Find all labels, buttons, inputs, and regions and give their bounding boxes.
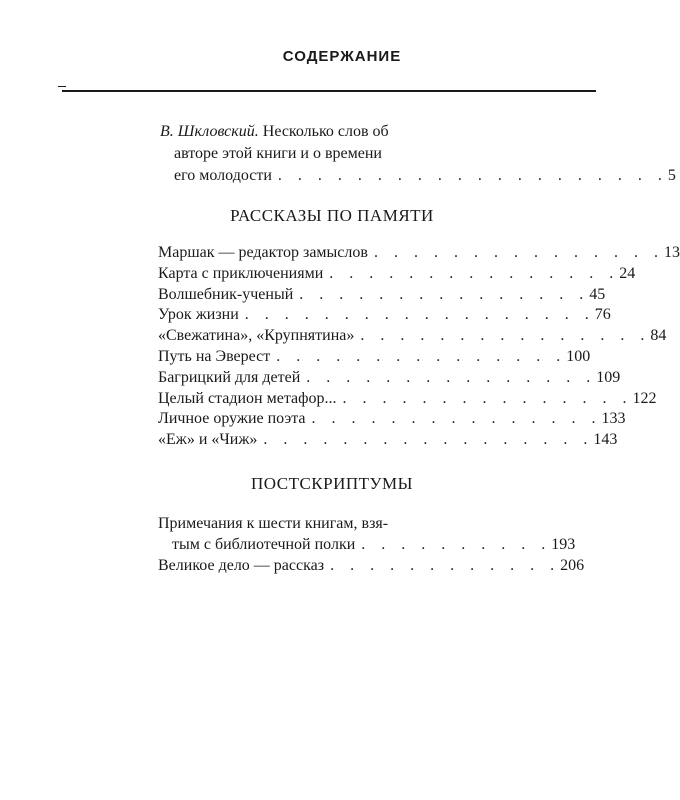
leader-dots: . . . . . . . . . . . . . . . bbox=[342, 389, 633, 407]
toc-entry-title: тым с библиотечной полки bbox=[172, 535, 356, 553]
toc-entry[interactable] bbox=[158, 430, 618, 451]
toc-stories bbox=[158, 243, 680, 451]
toc-entry[interactable] bbox=[158, 409, 626, 430]
section-title-postscripts: ПОСТСКРИПТУМЫ bbox=[250, 474, 414, 493]
toc-entry-title: «Еж» и «Чиж» bbox=[158, 431, 258, 449]
leader-dots: . . . . . . . . . . . . . . . bbox=[276, 347, 567, 365]
toc-entry-page: 133 bbox=[601, 410, 626, 428]
toc-entry-title: Карта с приключениями bbox=[158, 264, 324, 282]
toc-entry[interactable] bbox=[158, 556, 585, 577]
toc-entry[interactable] bbox=[158, 285, 606, 306]
toc-entry[interactable] bbox=[158, 347, 591, 368]
toc-entry[interactable] bbox=[158, 368, 621, 389]
intro-line-1 bbox=[160, 121, 500, 143]
toc-entry-page: 76 bbox=[594, 306, 611, 324]
toc-postscripts bbox=[158, 514, 585, 576]
toc-entry-page: 84 bbox=[650, 327, 667, 345]
toc-entry-title: Багрицкий для детей bbox=[158, 368, 301, 386]
leader-dots: . . . . . . . . . . . . . . . bbox=[373, 244, 664, 261]
leader-dots: . . . . . . . . . . bbox=[361, 535, 552, 553]
toc-entry-page: 13 bbox=[663, 244, 680, 261]
intro-author: В. Шкловский. bbox=[160, 123, 259, 140]
intro-line-2: авторе этой книги и о времени bbox=[174, 145, 382, 162]
toc-entry-title: «Свежатина», «Крупнятина» bbox=[158, 327, 355, 345]
toc-entry[interactable] bbox=[158, 243, 680, 264]
intro-page: 5 bbox=[667, 167, 676, 184]
toc-entry-page: 143 bbox=[593, 431, 618, 449]
toc-entry-title: Волшебник-ученый bbox=[158, 285, 294, 303]
leader-dots: . . . . . . . . . . . . . . . . . . bbox=[244, 306, 595, 324]
toc-entry-page: 24 bbox=[619, 264, 636, 282]
intro-text-3: его молодости bbox=[174, 167, 272, 184]
toc-entry[interactable] bbox=[158, 389, 657, 410]
toc-entry-continuation[interactable] bbox=[158, 535, 576, 556]
section-title-stories: РАССКАЗЫ ПО ПАМЯТИ bbox=[230, 206, 434, 225]
leader-dots: . . . . . . . . . . . . . . . bbox=[329, 264, 620, 282]
toc-entry[interactable] bbox=[158, 305, 611, 326]
leader-dots: . . . . . . . . . . . . . . . bbox=[311, 410, 602, 428]
leader-dots: . . . . . . . . . . . . . . . bbox=[306, 368, 597, 386]
toc-entry-page: 206 bbox=[560, 556, 585, 574]
toc-entry-page: 109 bbox=[596, 368, 621, 386]
toc-entry-page: 100 bbox=[566, 347, 591, 365]
toc-entry-title: Целый стадион метафор... bbox=[158, 389, 337, 407]
toc-entry-title: Личное оружие поэта bbox=[158, 410, 306, 428]
rule-tick bbox=[58, 86, 66, 87]
toc-entry-page: 45 bbox=[589, 285, 606, 303]
intro-text-1: Несколько слов об bbox=[262, 123, 389, 140]
leader-dots: . . . . . . . . . . . . . . . bbox=[299, 285, 590, 303]
toc-entry-page: 193 bbox=[551, 535, 576, 553]
toc-entry[interactable] bbox=[158, 514, 498, 535]
toc-entry-title: Маршак — редактор замыслов bbox=[158, 244, 368, 261]
toc-entry-title: Примечания к шести книгам, взя- bbox=[158, 515, 389, 532]
leader-dots: . . . . . . . . . . . . . . . bbox=[360, 327, 651, 345]
leader-dots: . . . . . . . . . . . . . . . . . bbox=[263, 431, 594, 449]
toc-entry-title: Путь на Эверест bbox=[158, 347, 271, 365]
leader-dots: . . . . . . . . . . . . . . . . . . . . bbox=[277, 167, 668, 184]
intro-line-3 bbox=[160, 165, 676, 187]
header-rule bbox=[62, 90, 596, 92]
toc-entry-title: Великое дело — рассказ bbox=[158, 556, 325, 574]
leader-dots: . . . . . . . . . . . . bbox=[330, 556, 561, 574]
toc-entry-title: Урок жизни bbox=[158, 306, 239, 324]
intro-entry[interactable] bbox=[160, 121, 676, 187]
toc-entry-page: 122 bbox=[632, 389, 657, 407]
toc-entry[interactable] bbox=[158, 326, 667, 347]
toc-entry[interactable] bbox=[158, 264, 636, 285]
page-title: СОДЕРЖАНИЕ bbox=[282, 48, 402, 65]
